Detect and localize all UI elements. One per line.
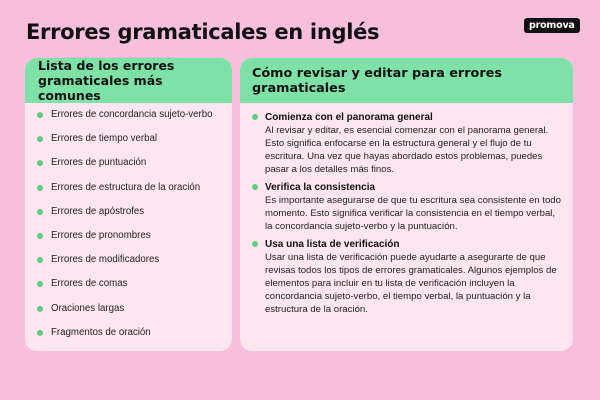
list-item-label: Oraciones largas [51,302,125,314]
page-title: Errores gramaticales en inglés [26,20,380,44]
list-item-label: Errores de modificadores [51,254,160,266]
bullet-icon [37,233,43,239]
list-item-label: Fragmentos de oración [51,326,151,338]
tip-title: Verifica la consistencia [265,182,376,193]
review-tips-panel [240,58,573,351]
bullet-icon [37,136,43,142]
list-item-label: Errores de estructura de la oración [51,181,201,193]
list-item [37,303,232,327]
bullet-icon [37,306,43,312]
bullet-icon [37,257,43,263]
list-item [37,206,232,230]
brand-logo: promova [524,18,580,33]
list-item [37,254,232,278]
list-item-label: Errores de tiempo verbal [51,133,158,145]
list-item-label: Errores de comas [51,278,128,290]
list-item [37,278,232,302]
tip-body: Al revisar y editar, es esencial comenzar con el panorama general. Esto significa enfocarse en la estructura general y el flujo de tu escritura. Una vez que hayas abordado estos problemas, puedes pasar a los detalles más finos. [265,125,549,175]
list-item-label: Errores de apóstrofes [51,205,145,217]
common-errors-heading: Lista de los errores gramaticales más comunes [25,58,232,103]
list-item-label: Errores de puntuación [51,157,147,169]
bullet-icon [37,281,43,287]
review-tips-heading: Cómo revisar y editar para errores gramaticales [240,58,573,103]
bullet-icon [252,241,258,247]
bullet-icon [37,185,43,191]
list-item-label: Errores de concordancia sujeto-verbo [51,109,213,120]
common-errors-list [25,103,232,351]
bullet-icon [37,112,43,118]
list-item [37,133,232,157]
bullet-icon [37,209,43,215]
bullet-icon [37,160,43,166]
list-item [37,327,232,351]
tip-body: Es importante asegurarse de que tu escritura sea consistente en todo momento. Esto significa verificar la consistencia en el tiempo verbal, la concordancia sujeto-verbo y la puntuación. [265,195,561,232]
tip-item [252,111,563,176]
tip-item [252,181,563,233]
bullet-icon [37,330,43,336]
bullet-icon [252,184,258,190]
list-item [37,182,232,206]
list-item [37,157,232,181]
tip-title: Comienza con el panorama general [265,112,433,123]
tip-body: Usar una lista de verificación puede ayudarte a asegurarte de que revisas todos los tipos de errores gramaticales. Algunos ejemplos de elementos para incluir en tu lista de verificación incluyen la concordancia sujeto-verbo, el tiempo verbal, la puntuación y la estructura de la oración. [265,252,557,315]
bullet-icon [252,114,258,120]
list-item-label: Errores de pronombres [51,229,151,241]
review-tips-list [240,103,573,316]
list-item [37,109,232,133]
list-item [37,230,232,254]
tip-title: Usa una lista de verificación [265,239,400,250]
common-errors-panel [25,58,232,351]
tip-item [252,238,563,316]
